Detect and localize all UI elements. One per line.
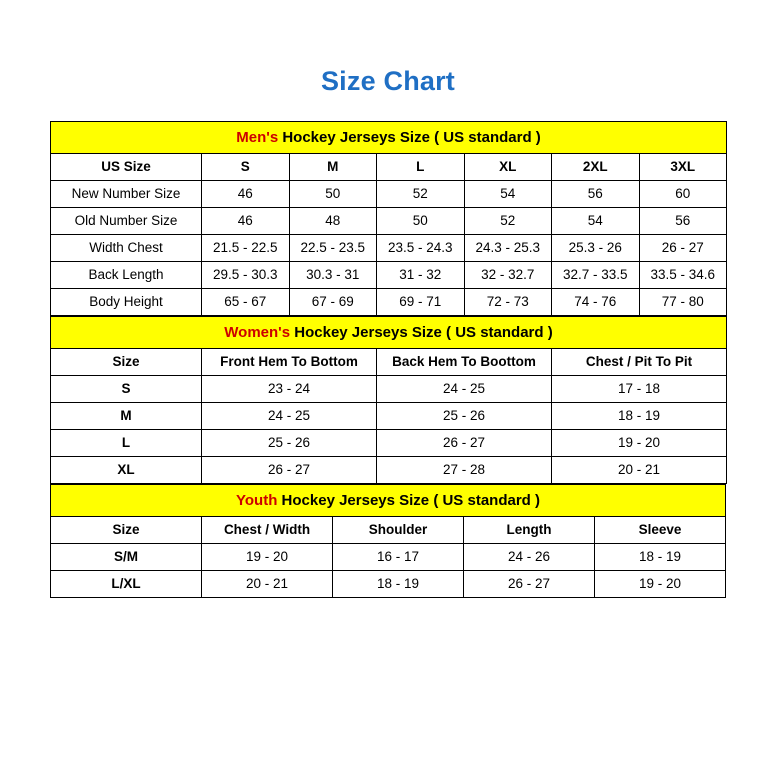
table-cell: 52: [377, 181, 465, 208]
table-cell: 25 - 26: [377, 403, 552, 430]
table-cell: 30.3 - 31: [289, 262, 377, 289]
row-label: S: [51, 376, 202, 403]
womens-size-table: [50, 316, 727, 484]
row-label: L/XL: [51, 571, 202, 598]
table-row: [51, 544, 726, 571]
youth-band-cell: [51, 485, 726, 517]
table-cell: 27 - 28: [377, 457, 552, 484]
mens-band-accent: Men's: [236, 129, 279, 146]
mens-size-table: [50, 121, 727, 316]
mens-band-row: [51, 122, 727, 154]
table-cell: 50: [289, 181, 377, 208]
youth-band-row: [51, 485, 726, 517]
youth-band-rest: Hockey Jerseys Size ( US standard ): [277, 492, 540, 509]
youth-header-cell: Length: [464, 517, 595, 544]
youth-header-cell: Shoulder: [333, 517, 464, 544]
table-row: [51, 181, 727, 208]
youth-header-row: [51, 517, 726, 544]
table-row: [51, 208, 727, 235]
table-cell: 18 - 19: [333, 571, 464, 598]
row-label: Body Height: [51, 289, 202, 316]
table-cell: 23 - 24: [202, 376, 377, 403]
table-cell: 20 - 21: [202, 571, 333, 598]
table-cell: 25.3 - 26: [552, 235, 640, 262]
table-cell: 60: [639, 181, 727, 208]
womens-band-row: [51, 317, 727, 349]
table-cell: 52: [464, 208, 552, 235]
table-cell: 33.5 - 34.6: [639, 262, 727, 289]
table-cell: 19 - 20: [202, 544, 333, 571]
table-cell: 22.5 - 23.5: [289, 235, 377, 262]
table-cell: 31 - 32: [377, 262, 465, 289]
tables-container: [50, 121, 726, 598]
table-cell: 21.5 - 22.5: [202, 235, 290, 262]
table-cell: 54: [552, 208, 640, 235]
page-title: Size Chart: [320, 66, 456, 96]
table-row: [51, 289, 727, 316]
row-label: Back Length: [51, 262, 202, 289]
youth-band-accent: Youth: [236, 492, 278, 509]
row-label: XL: [51, 457, 202, 484]
mens-header-cell: 3XL: [639, 154, 727, 181]
mens-header-cell: S: [202, 154, 290, 181]
table-cell: 19 - 20: [552, 430, 727, 457]
table-cell: 18 - 19: [595, 544, 726, 571]
row-label: New Number Size: [51, 181, 202, 208]
table-cell: 65 - 67: [202, 289, 290, 316]
table-cell: 18 - 19: [552, 403, 727, 430]
table-row: [51, 457, 727, 484]
table-cell: 56: [552, 181, 640, 208]
table-cell: 32 - 32.7: [464, 262, 552, 289]
table-cell: 16 - 17: [333, 544, 464, 571]
table-cell: 46: [202, 181, 290, 208]
table-cell: 32.7 - 33.5: [552, 262, 640, 289]
womens-band-rest: Hockey Jerseys Size ( US standard ): [290, 324, 553, 341]
row-label: S/M: [51, 544, 202, 571]
table-cell: 29.5 - 30.3: [202, 262, 290, 289]
womens-header-cell: Back Hem To Boottom: [377, 349, 552, 376]
table-cell: 69 - 71: [377, 289, 465, 316]
mens-header-cell: L: [377, 154, 465, 181]
womens-header-cell: Front Hem To Bottom: [202, 349, 377, 376]
table-cell: 77 - 80: [639, 289, 727, 316]
table-cell: 20 - 21: [552, 457, 727, 484]
table-row: [51, 262, 727, 289]
row-label: Width Chest: [51, 235, 202, 262]
table-cell: 26 - 27: [377, 430, 552, 457]
table-cell: 67 - 69: [289, 289, 377, 316]
mens-header-cell: 2XL: [552, 154, 640, 181]
table-cell: 72 - 73: [464, 289, 552, 316]
womens-header-cell: Size: [51, 349, 202, 376]
table-cell: 24.3 - 25.3: [464, 235, 552, 262]
table-cell: 26 - 27: [202, 457, 377, 484]
mens-header-cell: M: [289, 154, 377, 181]
womens-header-row: [51, 349, 727, 376]
table-row: [51, 403, 727, 430]
table-cell: 74 - 76: [552, 289, 640, 316]
table-row: [51, 571, 726, 598]
table-cell: 24 - 25: [377, 376, 552, 403]
mens-header-row: [51, 154, 727, 181]
table-cell: 54: [464, 181, 552, 208]
mens-band-rest: Hockey Jerseys Size ( US standard ): [278, 129, 541, 146]
youth-size-table: [50, 484, 726, 598]
youth-header-cell: Sleeve: [595, 517, 726, 544]
youth-header-cell: Chest / Width: [202, 517, 333, 544]
womens-header-cell: Chest / Pit To Pit: [552, 349, 727, 376]
table-cell: 26 - 27: [464, 571, 595, 598]
mens-header-cell: US Size: [51, 154, 202, 181]
table-cell: 24 - 26: [464, 544, 595, 571]
table-cell: 19 - 20: [595, 571, 726, 598]
table-row: [51, 430, 727, 457]
table-cell: 48: [289, 208, 377, 235]
table-cell: 26 - 27: [639, 235, 727, 262]
size-chart-page: [0, 66, 776, 758]
table-cell: 17 - 18: [552, 376, 727, 403]
table-cell: 50: [377, 208, 465, 235]
table-cell: 24 - 25: [202, 403, 377, 430]
row-label: M: [51, 403, 202, 430]
table-cell: 56: [639, 208, 727, 235]
table-cell: 23.5 - 24.3: [377, 235, 465, 262]
table-cell: 25 - 26: [202, 430, 377, 457]
table-cell: 46: [202, 208, 290, 235]
womens-band-accent: Women's: [224, 324, 291, 341]
womens-band-cell: [51, 317, 727, 349]
table-row: [51, 376, 727, 403]
row-label: Old Number Size: [51, 208, 202, 235]
table-row: [51, 235, 727, 262]
row-label: L: [51, 430, 202, 457]
mens-band-cell: [51, 122, 727, 154]
mens-header-cell: XL: [464, 154, 552, 181]
youth-header-cell: Size: [51, 517, 202, 544]
